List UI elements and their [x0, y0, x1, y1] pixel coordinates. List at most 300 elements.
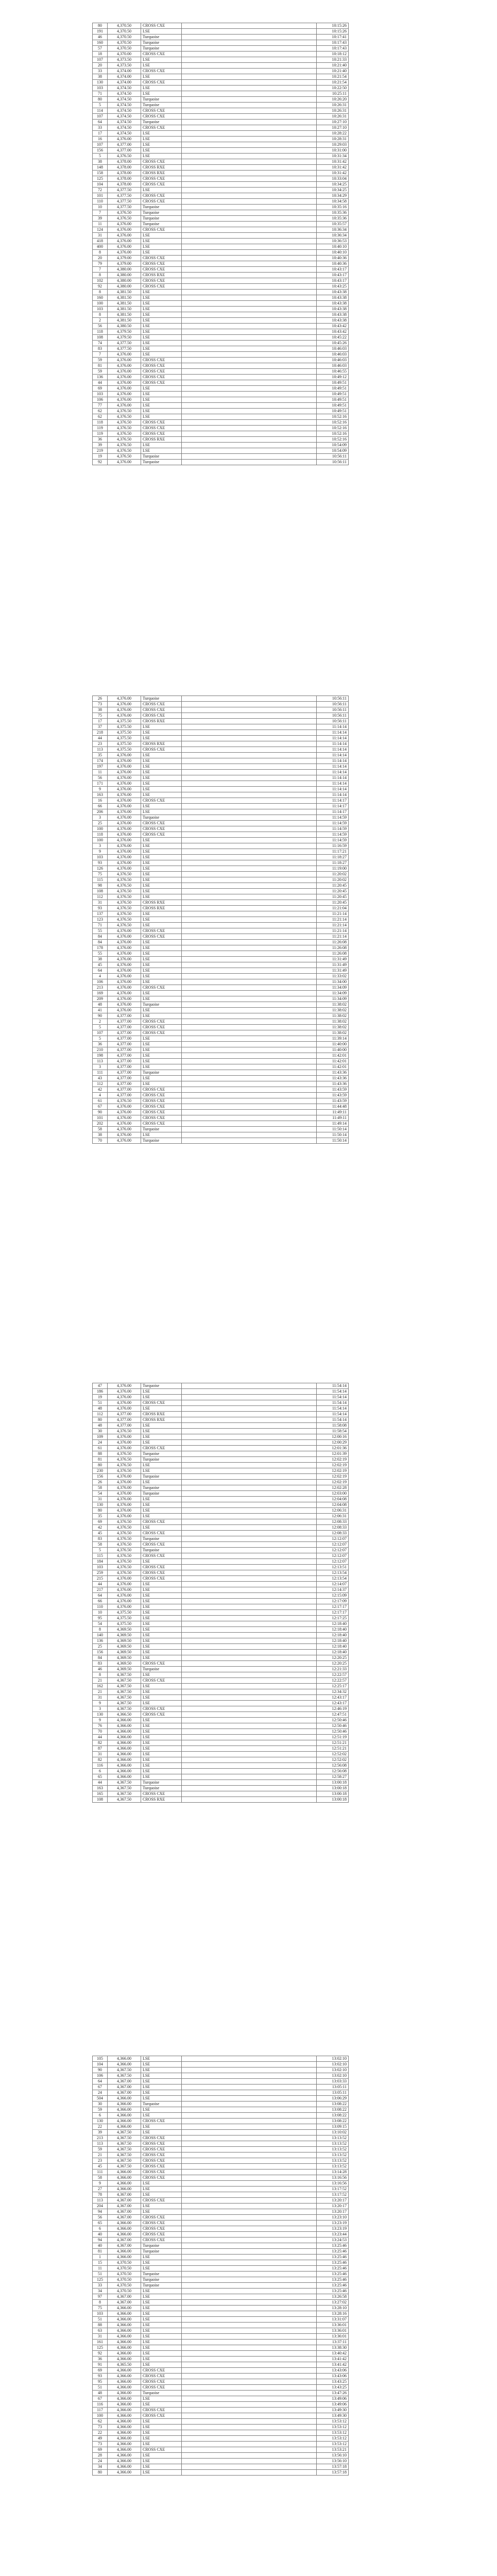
price-cell: 4,374.00 [108, 74, 141, 80]
price-cell: 4,376.00 [108, 1599, 141, 1604]
blank-cell [182, 2181, 317, 2187]
time-cell: 12:50:46 [317, 1718, 349, 1723]
blank-cell [182, 798, 317, 804]
table-row [93, 1712, 349, 1718]
table-row [93, 335, 349, 341]
table-row [93, 2204, 349, 2209]
blank-cell [182, 860, 317, 866]
table-row [93, 35, 349, 40]
blank-cell [182, 1769, 317, 1774]
quantity-cell: 110 [93, 1604, 108, 1610]
time-cell: 11:49:14 [317, 1121, 349, 1127]
table-row [93, 1446, 349, 1451]
venue-cell: LSE [141, 1064, 182, 1070]
quantity-cell: 3 [93, 1706, 108, 1712]
time-cell: 10:40:10 [317, 250, 349, 256]
blank-cell [182, 403, 317, 409]
time-cell: 10:40:36 [317, 261, 349, 267]
blank-cell [182, 2385, 317, 2391]
price-cell: 4,374.50 [108, 86, 141, 91]
quantity-cell: 69 [93, 2447, 108, 2453]
price-cell: 4,376.00 [108, 460, 141, 465]
blank-cell [182, 2119, 317, 2124]
table-row [93, 1565, 349, 1570]
time-cell: 10:43:42 [317, 329, 349, 335]
blank-cell [182, 979, 317, 985]
time-cell: 11:14:59 [317, 838, 349, 843]
table-row [93, 120, 349, 125]
price-cell: 4,370.50 [108, 2277, 141, 2283]
quantity-cell: 3 [93, 815, 108, 821]
quantity-cell: 112 [93, 1081, 108, 1087]
blank-cell [182, 205, 317, 210]
blank-cell [182, 991, 317, 996]
venue-cell: LSE [141, 1423, 182, 1429]
time-cell: 13:02:10 [317, 2062, 349, 2067]
price-cell: 4,381.50 [108, 312, 141, 318]
venue-cell: Turquoise [141, 1491, 182, 1497]
time-cell: 12:02:28 [317, 1485, 349, 1491]
table-row [93, 1417, 349, 1423]
price-cell: 4,374.50 [108, 131, 141, 137]
time-cell: 12:08:33 [317, 1525, 349, 1531]
price-cell: 4,367.00 [108, 2204, 141, 2209]
venue-cell: LSE [141, 866, 182, 872]
table-row [93, 957, 349, 962]
table-row [93, 227, 349, 233]
blank-cell [182, 940, 317, 945]
table-row [93, 1389, 349, 1395]
blank-cell [182, 826, 317, 832]
time-cell: 13:24:53 [317, 2238, 349, 2243]
blank-cell [182, 1786, 317, 1791]
blank-cell [182, 108, 317, 114]
blank-cell [182, 770, 317, 775]
blank-cell [182, 1514, 317, 1519]
price-cell: 4,376.00 [108, 386, 141, 392]
blank-cell [182, 996, 317, 1002]
quantity-cell: 118 [93, 329, 108, 335]
time-cell: 11:19:00 [317, 866, 349, 872]
venue-cell: LSE [141, 1440, 182, 1446]
time-cell: 12:13:51 [317, 1565, 349, 1570]
table-row [93, 860, 349, 866]
quantity-cell: 148 [93, 165, 108, 171]
quantity-cell: 69 [93, 1519, 108, 1525]
blank-cell [182, 877, 317, 883]
quantity-cell: 186 [93, 1389, 108, 1395]
blank-cell [182, 2351, 317, 2357]
price-cell: 4,376.50 [108, 900, 141, 906]
blank-cell [182, 2311, 317, 2317]
quantity-cell: 48 [93, 1002, 108, 1008]
quantity-cell: 8 [93, 250, 108, 256]
venue-cell: LSE [141, 1684, 182, 1689]
blank-cell [182, 707, 317, 713]
time-cell: 12:56:08 [317, 1769, 349, 1774]
price-cell: 4,366.00 [108, 2306, 141, 2311]
table-row [93, 1757, 349, 1763]
blank-cell [182, 934, 317, 940]
quantity-cell: 115 [93, 1553, 108, 1559]
blank-cell [182, 775, 317, 781]
venue-cell: LSE [141, 2079, 182, 2084]
venue-cell: LSE [141, 1081, 182, 1087]
table-row [93, 1440, 349, 1446]
blank-cell [182, 928, 317, 934]
table-row [93, 1627, 349, 1633]
quantity-cell: 130 [93, 1712, 108, 1718]
venue-cell: LSE [141, 2425, 182, 2430]
quantity-cell: 202 [93, 1121, 108, 1127]
venue-cell: CROSS CXE [141, 193, 182, 199]
venue-cell: CROSS CXE [141, 2147, 182, 2153]
blank-cell [182, 2153, 317, 2158]
quantity-cell: 36 [93, 2357, 108, 2362]
time-cell: 10:46:03 [317, 358, 349, 363]
table-row [93, 437, 349, 443]
quantity-cell: 42 [93, 1525, 108, 1531]
price-cell: 4,376.50 [108, 1098, 141, 1104]
venue-cell: CROSS CXE [141, 227, 182, 233]
quantity-cell: 198 [93, 1053, 108, 1059]
blank-cell [182, 142, 317, 148]
venue-cell: Turquoise [141, 40, 182, 46]
table-row [93, 1008, 349, 1013]
price-cell: 4,376.50 [108, 1553, 141, 1559]
time-cell: 12:02:19 [317, 1457, 349, 1463]
price-cell: 4,366.00 [108, 2379, 141, 2385]
time-cell: 11:54:14 [317, 1383, 349, 1389]
quantity-cell: 109 [93, 1434, 108, 1440]
time-cell: 12:17:17 [317, 1604, 349, 1610]
blank-cell [182, 2238, 317, 2243]
time-cell: 11:43:36 [317, 1081, 349, 1087]
price-cell: 4,377.00 [108, 1025, 141, 1030]
quantity-cell: 110 [93, 199, 108, 205]
blank-cell [182, 1667, 317, 1672]
venue-cell: LSE [141, 2107, 182, 2113]
venue-cell: LSE [141, 2345, 182, 2351]
blank-cell [182, 199, 317, 205]
quantity-cell: 22 [93, 2124, 108, 2130]
venue-cell: LSE [141, 968, 182, 974]
blank-cell [182, 1531, 317, 1536]
venue-cell: LSE [141, 2096, 182, 2102]
price-cell: 4,377.00 [108, 1081, 141, 1087]
time-cell: 11:14:17 [317, 804, 349, 809]
table-row [93, 724, 349, 730]
price-cell: 4,367.00 [108, 2243, 141, 2249]
price-cell: 4,378.00 [108, 159, 141, 165]
venue-cell: LSE [141, 1616, 182, 1621]
price-cell: 4,377.00 [108, 1417, 141, 1423]
price-cell: 4,376.00 [108, 1576, 141, 1582]
blank-cell [182, 968, 317, 974]
time-cell: 11:14:14 [317, 736, 349, 741]
time-cell: 11:21:04 [317, 906, 349, 911]
blank-cell [182, 2470, 317, 2476]
quantity-cell: 11 [93, 2266, 108, 2272]
blank-cell [182, 1446, 317, 1451]
time-cell: 13:23:19 [317, 2226, 349, 2232]
venue-cell: LSE [141, 838, 182, 843]
table-row [93, 2164, 349, 2170]
table-row [93, 872, 349, 877]
table-row [93, 2158, 349, 2164]
quantity-cell: 215 [93, 1576, 108, 1582]
quantity-cell: 41 [93, 1008, 108, 1013]
quantity-cell: 64 [93, 120, 108, 125]
venue-cell: Turquoise [141, 210, 182, 216]
venue-cell: CROSS CXE [141, 2158, 182, 2164]
quantity-cell: 26 [93, 696, 108, 702]
table-row [93, 290, 349, 295]
blank-cell [182, 1491, 317, 1497]
price-cell: 4,366.00 [108, 1729, 141, 1735]
quantity-cell: 103 [93, 307, 108, 312]
time-cell: 13:17:52 [317, 2187, 349, 2192]
venue-cell: CROSS CXE [141, 2164, 182, 2170]
venue-cell: LSE [141, 2362, 182, 2368]
blank-cell [182, 1121, 317, 1127]
price-cell: 4,369.50 [108, 1644, 141, 1650]
price-cell: 4,376.00 [108, 996, 141, 1002]
price-cell: 4,380.00 [108, 267, 141, 273]
table-row [93, 1780, 349, 1786]
price-cell: 4,376.00 [108, 1104, 141, 1110]
venue-cell: LSE [141, 1463, 182, 1468]
quantity-cell: 58 [93, 1485, 108, 1491]
time-cell: 10:15:26 [317, 23, 349, 29]
venue-cell: CROSS CXE [141, 256, 182, 261]
quantity-cell: 105 [93, 2056, 108, 2062]
quantity-cell: 82 [93, 1740, 108, 1746]
venue-cell: CROSS CXE [141, 2413, 182, 2419]
quantity-cell: 125 [93, 176, 108, 182]
venue-cell: CROSS CXE [141, 1030, 182, 1036]
table-row [93, 216, 349, 222]
time-cell: 10:35:57 [317, 222, 349, 227]
venue-cell: LSE [141, 1395, 182, 1400]
time-cell: 13:47:26 [317, 2391, 349, 2396]
time-cell: 12:25:17 [317, 1684, 349, 1689]
quantity-cell: 26 [93, 1480, 108, 1485]
quantity-cell: 55 [93, 928, 108, 934]
time-cell: 10:52:16 [317, 437, 349, 443]
price-cell: 4,370.50 [108, 2289, 141, 2294]
blank-cell [182, 741, 317, 747]
time-cell: 13:53:12 [317, 2419, 349, 2425]
price-cell: 4,374.50 [108, 125, 141, 131]
price-cell: 4,376.00 [108, 979, 141, 985]
price-cell: 4,375.50 [108, 1621, 141, 1627]
time-cell: 11:21:14 [317, 928, 349, 934]
blank-cell [182, 962, 317, 968]
quantity-cell: 36 [93, 1042, 108, 1047]
quantity-cell: 113 [93, 2198, 108, 2204]
table-row [93, 1729, 349, 1735]
time-cell: 10:34:58 [317, 199, 349, 205]
price-cell: 4,367.50 [108, 2067, 141, 2073]
quantity-cell: 104 [93, 182, 108, 188]
blank-cell [182, 363, 317, 369]
table-row [93, 1395, 349, 1400]
quantity-cell: 11 [93, 770, 108, 775]
price-cell: 4,376.00 [108, 227, 141, 233]
time-cell: 10:56:11 [317, 454, 349, 460]
venue-cell: LSE [141, 2328, 182, 2334]
price-cell: 4,366.00 [108, 1746, 141, 1752]
quantity-cell: 106 [93, 397, 108, 403]
blank-cell [182, 1797, 317, 1803]
table-row [93, 414, 349, 420]
quantity-cell: 93 [93, 906, 108, 911]
venue-cell: Turquoise [141, 120, 182, 125]
quantity-cell: 100 [93, 2413, 108, 2419]
time-cell: 12:22:57 [317, 1672, 349, 1678]
time-cell: 13:49:06 [317, 2396, 349, 2402]
venue-cell: CROSS CXE [141, 1553, 182, 1559]
venue-cell: CROSS CXE [141, 1110, 182, 1115]
price-cell: 4,376.00 [108, 1604, 141, 1610]
venue-cell: LSE [141, 781, 182, 787]
quantity-cell: 6 [93, 1769, 108, 1774]
price-cell: 4,376.00 [108, 696, 141, 702]
venue-cell: LSE [141, 2130, 182, 2136]
table-row [93, 1093, 349, 1098]
price-cell: 4,366.00 [108, 2311, 141, 2317]
quantity-cell: 44 [93, 380, 108, 386]
venue-cell: Turquoise [141, 97, 182, 103]
time-cell: 11:14:14 [317, 730, 349, 736]
venue-cell: LSE [141, 295, 182, 301]
blank-cell [182, 1008, 317, 1013]
time-cell: 12:20:25 [317, 1661, 349, 1667]
quantity-cell: 20 [93, 256, 108, 261]
venue-cell: LSE [141, 448, 182, 454]
venue-cell: LSE [141, 29, 182, 35]
price-cell: 4,376.50 [108, 917, 141, 923]
venue-cell: LSE [141, 1757, 182, 1763]
table-row [93, 2311, 349, 2317]
price-cell: 4,376.00 [108, 250, 141, 256]
venue-cell: CROSS CXE [141, 1678, 182, 1684]
quantity-cell: 90 [93, 2067, 108, 2073]
venue-cell: CROSS CXE [141, 1400, 182, 1406]
price-cell: 4,376.00 [108, 826, 141, 832]
price-cell: 4,376.00 [108, 1440, 141, 1446]
venue-cell: LSE [141, 1434, 182, 1440]
venue-cell: LSE [141, 2351, 182, 2357]
time-cell: 11:40:00 [317, 1047, 349, 1053]
time-cell: 13:41:42 [317, 2357, 349, 2362]
venue-cell: CROSS CXE [141, 52, 182, 57]
quantity-cell: 191 [93, 29, 108, 35]
table-row [93, 210, 349, 216]
quantity-cell: 418 [93, 239, 108, 244]
table-row [93, 1684, 349, 1689]
time-cell: 10:36:34 [317, 227, 349, 233]
time-cell: 13:16:56 [317, 2181, 349, 2187]
price-cell: 4,366.00 [108, 2351, 141, 2357]
table-row [93, 2340, 349, 2345]
venue-cell: LSE [141, 1497, 182, 1502]
table-row [93, 2243, 349, 2249]
time-cell: 13:08:22 [317, 2102, 349, 2107]
table-row [93, 1582, 349, 1587]
table-row [93, 142, 349, 148]
quantity-cell: 51 [93, 1400, 108, 1406]
quantity-cell: 74 [93, 341, 108, 346]
price-cell: 4,376.00 [108, 1485, 141, 1491]
quantity-cell: 10 [93, 1610, 108, 1616]
time-cell: 11:43:59 [317, 1087, 349, 1093]
quantity-cell: 64 [93, 968, 108, 974]
table-row [93, 974, 349, 979]
table-row [93, 707, 349, 713]
quantity-cell: 82 [93, 1757, 108, 1763]
table-row [93, 713, 349, 719]
table-row [93, 1047, 349, 1053]
venue-cell: LSE [141, 386, 182, 392]
blank-cell [182, 414, 317, 420]
blank-cell [182, 1576, 317, 1582]
blank-cell [182, 2266, 317, 2272]
table-row [93, 2141, 349, 2147]
price-cell: 4,366.00 [108, 2056, 141, 2062]
table-row [93, 1542, 349, 1548]
quantity-cell: 11 [93, 222, 108, 227]
table-row [93, 182, 349, 188]
price-cell: 4,376.00 [108, 1474, 141, 1480]
quantity-cell: 7 [93, 210, 108, 216]
time-cell: 13:25:46 [317, 2277, 349, 2283]
quantity-cell: 213 [93, 985, 108, 991]
venue-cell: LSE [141, 2459, 182, 2464]
blank-cell [182, 1757, 317, 1763]
quantity-cell: 38 [93, 707, 108, 713]
price-cell: 4,376.00 [108, 753, 141, 758]
blank-cell [182, 2453, 317, 2459]
venue-cell: LSE [141, 86, 182, 91]
price-cell: 4,376.00 [108, 1508, 141, 1514]
quantity-cell: 158 [93, 171, 108, 176]
table-row [93, 1650, 349, 1655]
venue-cell: LSE [141, 2181, 182, 2187]
price-cell: 4,366.00 [108, 2470, 141, 2476]
quantity-cell: 51 [93, 2272, 108, 2277]
table-row [93, 809, 349, 815]
quantity-cell: 24 [93, 2090, 108, 2096]
quantity-cell: 48 [93, 2391, 108, 2396]
time-cell: 11:14:14 [317, 747, 349, 753]
blank-cell [182, 125, 317, 131]
blank-cell [182, 2113, 317, 2119]
venue-cell: LSE [141, 1633, 182, 1638]
quantity-cell: 5 [93, 154, 108, 159]
quantity-cell: 156 [93, 1650, 108, 1655]
venue-cell: LSE [141, 1695, 182, 1701]
venue-cell: CROSS RXE [141, 1797, 182, 1803]
blank-cell [182, 2215, 317, 2221]
quantity-cell: 106 [93, 979, 108, 985]
price-cell: 4,376.00 [108, 1400, 141, 1406]
blank-cell [182, 1480, 317, 1485]
table-row [93, 2368, 349, 2374]
time-cell: 11:58:54 [317, 1429, 349, 1434]
blank-cell [182, 1519, 317, 1525]
